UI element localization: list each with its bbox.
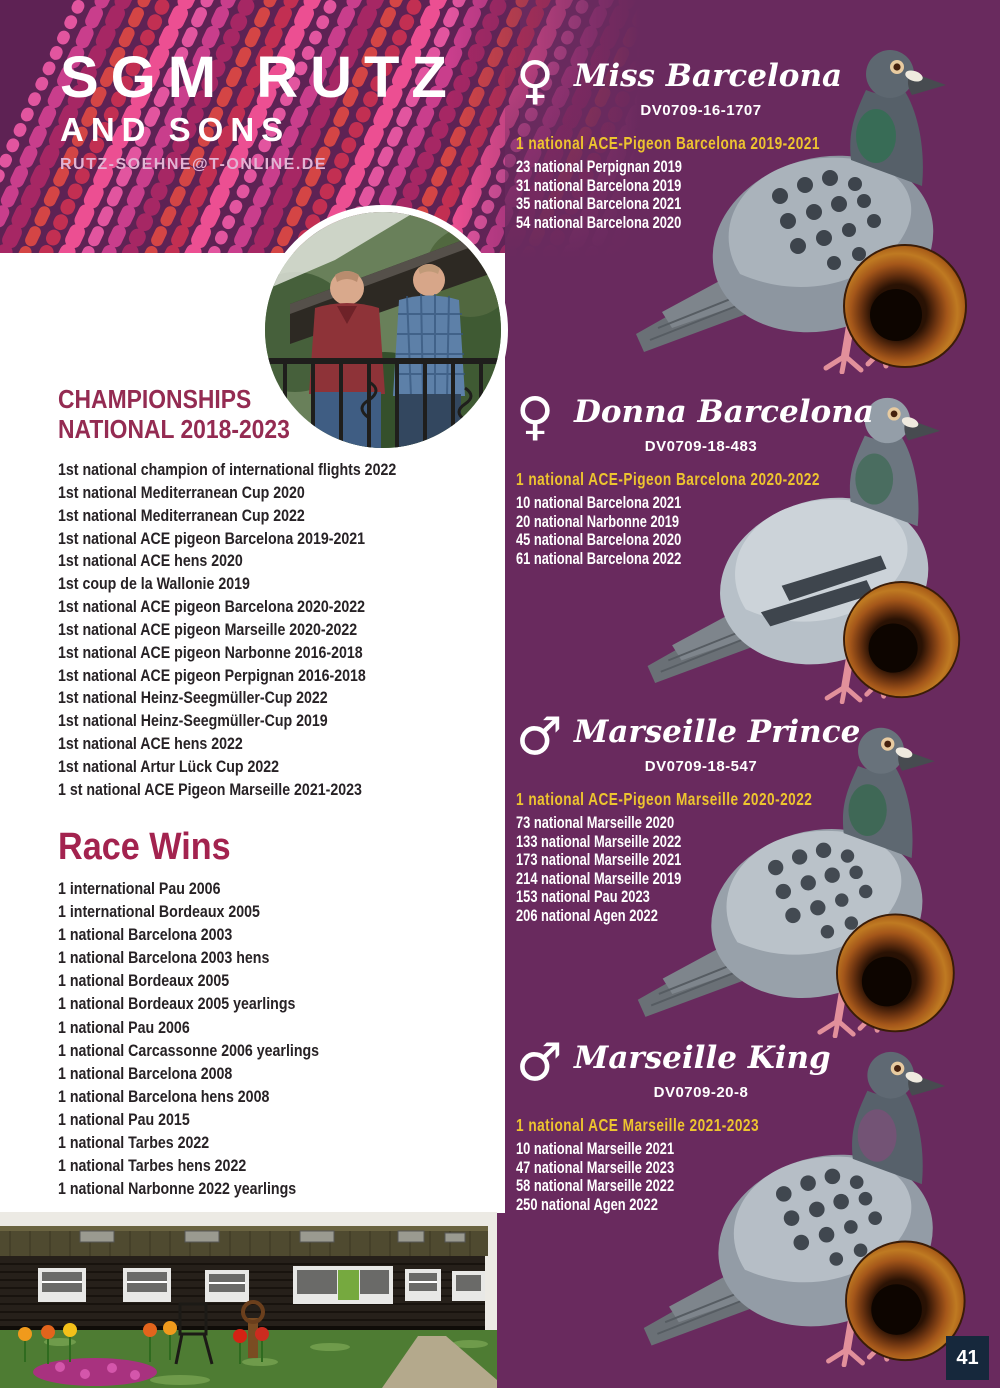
ring-number: DV0709-16-1707 xyxy=(640,102,762,119)
race-win-item: 1 international Pau 2006 xyxy=(58,880,221,898)
brand-subtitle: AND SONS xyxy=(60,111,291,148)
highlight-result: 1 national ACE-Pigeon Marseille 2020-2022 xyxy=(516,789,813,809)
race-win-item: 1 national Bordeaux 2005 yearlings xyxy=(58,995,296,1014)
pigeon-section-marseille-king xyxy=(516,1033,1000,1214)
pigeon-name: Miss Barcelona xyxy=(574,58,843,94)
championships-list xyxy=(58,459,396,802)
female-icon: ♀ xyxy=(516,51,555,111)
ring-number: DV0709-18-483 xyxy=(644,438,758,455)
championships-heading-line2: NATIONAL 2018-2023 xyxy=(58,414,290,444)
race-wins-heading: Race Wins xyxy=(58,826,231,868)
result-item: 20 national Narbonne 2019 xyxy=(516,512,680,531)
result-item: 31 national Barcelona 2019 xyxy=(516,176,682,195)
male-icon: ♂ xyxy=(516,1033,563,1093)
result-item: 23 national Perpignan 2019 xyxy=(516,158,682,176)
championship-item: 1st national ACE pigeon Perpignan 2016-2018 xyxy=(58,666,366,685)
loft-photo xyxy=(0,1212,497,1388)
female-icon: ♀ xyxy=(516,387,555,447)
championships-heading xyxy=(58,384,290,444)
result-item: 250 national Agen 2022 xyxy=(516,1195,658,1214)
championship-item: 1st national Mediterranean Cup 2022 xyxy=(58,506,305,525)
championships-heading-line1: CHAMPIONSHIPS xyxy=(58,384,252,414)
highlight-result: 1 national ACE-Pigeon Barcelona 2019-2021 xyxy=(516,133,820,153)
result-item: 214 national Marseille 2019 xyxy=(516,869,682,888)
race-win-item: 1 national Barcelona 2008 xyxy=(58,1064,233,1083)
ring-number: DV0709-20-8 xyxy=(653,1084,749,1101)
result-item: 61 national Barcelona 2022 xyxy=(516,549,682,568)
result-item: 206 national Agen 2022 xyxy=(516,906,658,925)
race-win-item: 1 national Narbonne 2022 yearlings xyxy=(58,1180,297,1199)
pigeon-name: Marseille King xyxy=(574,1040,831,1076)
race-win-item: 1 national Pau 2006 xyxy=(58,1018,190,1037)
results-list xyxy=(516,1140,894,1214)
championship-item: 1st national Artur Lück Cup 2022 xyxy=(58,757,280,776)
brand-title: SGM RUTZ xyxy=(60,45,459,110)
race-wins-list xyxy=(58,878,319,1201)
result-item: 133 national Marseille 2022 xyxy=(516,832,682,851)
result-item: 35 national Barcelona 2021 xyxy=(516,195,682,214)
championship-item: 1st national ACE hens 2020 xyxy=(58,552,243,571)
championship-item: 1st national ACE pigeon Narbonne 2016-2018 xyxy=(58,643,363,662)
result-item: 10 national Barcelona 2021 xyxy=(516,494,682,512)
pigeon-name: Marseille Prince xyxy=(574,714,861,750)
highlight-result: 1 national ACE Marseille 2021-2023 xyxy=(516,1115,760,1135)
championship-item: 1st national Heinz-Seegmüller-Cup 2022 xyxy=(58,689,328,708)
championship-item: 1st national champion of international flights 2022 xyxy=(58,461,397,479)
race-win-item: 1 international Bordeaux 2005 xyxy=(58,903,260,922)
race-win-item: 1 national Pau 2015 xyxy=(58,1110,190,1129)
results-list xyxy=(516,158,894,232)
ring-number: DV0709-18-547 xyxy=(644,758,758,775)
championship-item: 1 st national ACE Pigeon Marseille 2021-2023 xyxy=(58,780,362,799)
race-win-item: 1 national Carcassonne 2006 yearlings xyxy=(58,1041,320,1060)
championship-item: 1st national ACE pigeon Barcelona 2019-2021 xyxy=(58,529,366,548)
breeders-photo xyxy=(258,205,508,455)
pigeon-section-donna-barcelona xyxy=(516,387,1000,568)
pigeon-name: Donna Barcelona xyxy=(574,394,874,430)
race-win-item: 1 national Tarbes hens 2022 xyxy=(58,1157,247,1176)
race-win-item: 1 national Bordeaux 2005 xyxy=(58,972,230,991)
result-item: 58 national Marseille 2022 xyxy=(516,1177,675,1196)
results-list xyxy=(516,494,894,568)
result-item: 47 national Marseille 2023 xyxy=(516,1158,675,1177)
championship-item: 1st national ACE pigeon Marseille 2020-2022 xyxy=(58,620,358,639)
championship-item: 1st national ACE hens 2022 xyxy=(58,735,243,754)
race-win-item: 1 national Barcelona 2003 hens xyxy=(58,949,270,968)
page-number: 41 xyxy=(946,1336,989,1380)
result-item: 45 national Barcelona 2020 xyxy=(516,531,682,550)
result-item: 153 national Pau 2023 xyxy=(516,888,650,907)
pigeon-section-miss-barcelona xyxy=(516,51,1000,232)
result-item: 73 national Marseille 2020 xyxy=(516,814,675,832)
male-icon: ♂ xyxy=(516,707,563,767)
championship-item: 1st national Mediterranean Cup 2020 xyxy=(58,483,305,502)
race-win-item: 1 national Barcelona hens 2008 xyxy=(58,1087,270,1106)
race-win-item: 1 national Tarbes 2022 xyxy=(58,1134,210,1153)
results-list xyxy=(516,814,894,926)
result-item: 54 national Barcelona 2020 xyxy=(516,213,682,232)
race-win-item: 1 national Barcelona 2003 xyxy=(58,926,233,945)
highlight-result: 1 national ACE-Pigeon Barcelona 2020-2022 xyxy=(516,469,820,489)
breeders-photo-illustration xyxy=(265,212,501,448)
pigeon-section-marseille-prince xyxy=(516,707,1000,926)
championship-item: 1st national Heinz-Seegmüller-Cup 2019 xyxy=(58,712,328,731)
result-item: 10 national Marseille 2021 xyxy=(516,1140,675,1158)
brand-email: RUTZ-SOEHNE@T-ONLINE.DE xyxy=(60,156,327,173)
championship-item: 1st coup de la Wallonie 2019 xyxy=(58,575,250,594)
championship-item: 1st national ACE pigeon Barcelona 2020-2022 xyxy=(58,598,366,617)
result-item: 173 national Marseille 2021 xyxy=(516,851,682,870)
brand-block xyxy=(60,45,459,174)
